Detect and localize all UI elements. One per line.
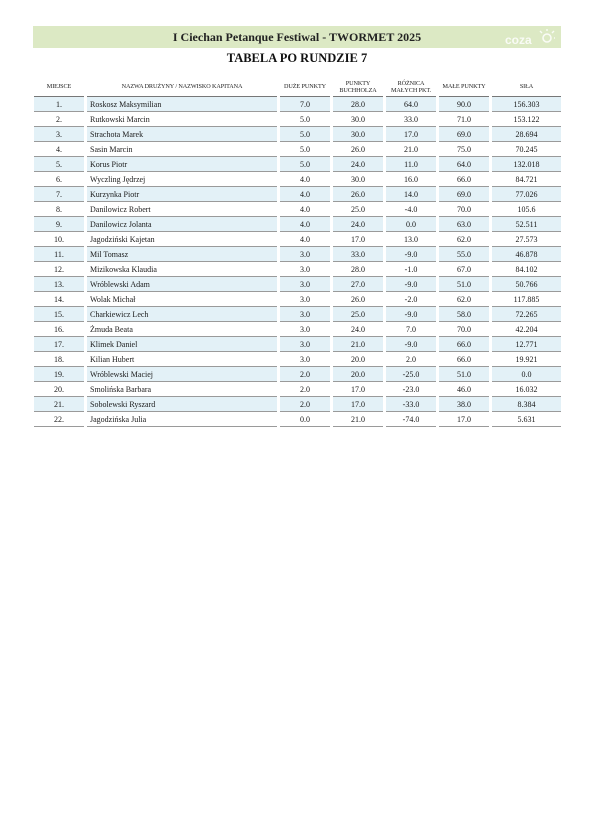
cell-power: 156.303 [492,97,561,112]
col-header-big-points: DUŻE PUNKTY [280,78,330,97]
cell-place: 13. [34,277,84,292]
cell-big-points: 3.0 [280,277,330,292]
cell-power: 5.631 [492,412,561,427]
cell-big-points: 4.0 [280,187,330,202]
cell-difference: 13.0 [386,232,436,247]
col-header-place: MIEJSCE [34,78,84,97]
cell-big-points: 3.0 [280,292,330,307]
cell-big-points: 3.0 [280,247,330,262]
cell-name: Wróblewski Maciej [87,367,277,382]
cell-place: 2. [34,112,84,127]
table-row [34,277,561,292]
table-row [34,187,561,202]
cell-power: 52.511 [492,217,561,232]
cell-big-points: 5.0 [280,112,330,127]
cell-buchholz: 28.0 [333,97,383,112]
cell-place: 5. [34,157,84,172]
page-title: I Ciechan Petanque Festiwal - TWORMET 2025 [172,30,422,44]
cell-place: 7. [34,187,84,202]
cell-difference: -9.0 [386,277,436,292]
cell-name: Strachota Marek [87,127,277,142]
table-row [34,262,561,277]
cell-power: 42.204 [492,322,561,337]
cell-power: 72.265 [492,307,561,322]
cell-buchholz: 24.0 [333,217,383,232]
cell-small-points: 90.0 [439,97,489,112]
table-row [34,157,561,172]
table-row [34,142,561,157]
table-row [34,112,561,127]
cell-small-points: 58.0 [439,307,489,322]
cell-place: 12. [34,262,84,277]
cell-place: 6. [34,172,84,187]
table-row [34,202,561,217]
cell-place: 3. [34,127,84,142]
cell-small-points: 70.0 [439,322,489,337]
cell-name: Danilowicz Robert [87,202,277,217]
cell-difference: -9.0 [386,247,436,262]
table-header-row [34,78,561,97]
cell-name: Sasin Marcin [87,142,277,157]
cell-big-points: 4.0 [280,172,330,187]
cell-place: 20. [34,382,84,397]
cell-difference: -74.0 [386,412,436,427]
table-row [34,172,561,187]
cell-power: 117.885 [492,292,561,307]
cell-buchholz: 26.0 [333,142,383,157]
table-row [34,217,561,232]
table-row [34,247,561,262]
cell-power: 105.6 [492,202,561,217]
cell-buchholz: 24.0 [333,322,383,337]
cell-place: 21. [34,397,84,412]
header-banner [33,26,561,48]
cell-small-points: 69.0 [439,187,489,202]
cell-buchholz: 20.0 [333,352,383,367]
cell-name: Jagodzińska Julia [87,412,277,427]
table-row [34,337,561,352]
cell-difference: -9.0 [386,337,436,352]
cell-buchholz: 24.0 [333,157,383,172]
cell-difference: -2.0 [386,292,436,307]
cell-big-points: 2.0 [280,367,330,382]
cell-difference: 16.0 [386,172,436,187]
cell-power: 28.694 [492,127,561,142]
cell-difference: 17.0 [386,127,436,142]
cell-name: Kilian Hubert [87,352,277,367]
cell-small-points: 63.0 [439,217,489,232]
cell-small-points: 17.0 [439,412,489,427]
cell-power: 8.384 [492,397,561,412]
cell-small-points: 62.0 [439,292,489,307]
cell-place: 19. [34,367,84,382]
cell-name: Żmuda Beata [87,322,277,337]
cell-big-points: 2.0 [280,382,330,397]
cell-place: 22. [34,412,84,427]
cell-big-points: 0.0 [280,412,330,427]
cell-difference: -23.0 [386,382,436,397]
cell-name: Klimek Daniel [87,337,277,352]
cell-buchholz: 17.0 [333,232,383,247]
cell-small-points: 66.0 [439,352,489,367]
cell-power: 46.878 [492,247,561,262]
cell-difference: 0.0 [386,217,436,232]
cell-difference: -9.0 [386,307,436,322]
cell-difference: 21.0 [386,142,436,157]
cell-small-points: 70.0 [439,202,489,217]
cell-big-points: 3.0 [280,352,330,367]
cell-place: 14. [34,292,84,307]
cell-power: 16.032 [492,382,561,397]
cell-name: Roskosz Maksymilian [87,97,277,112]
standings-table [34,78,561,427]
cell-name: Wolak Michał [87,292,277,307]
table-row [34,97,561,112]
cell-buchholz: 17.0 [333,397,383,412]
cell-place: 9. [34,217,84,232]
cell-small-points: 64.0 [439,157,489,172]
cell-buchholz: 25.0 [333,202,383,217]
table-row [34,382,561,397]
cell-power: 12.771 [492,337,561,352]
cell-power: 132.018 [492,157,561,172]
cell-buchholz: 30.0 [333,127,383,142]
cell-place: 8. [34,202,84,217]
cell-difference: 7.0 [386,322,436,337]
cell-name: Sobolewski Ryszard [87,397,277,412]
cell-small-points: 51.0 [439,277,489,292]
cell-buchholz: 30.0 [333,172,383,187]
cell-difference: -4.0 [386,202,436,217]
cell-name: Charkiewicz Lech [87,307,277,322]
cell-place: 15. [34,307,84,322]
table-row [34,127,561,142]
cell-big-points: 4.0 [280,232,330,247]
cell-buchholz: 26.0 [333,187,383,202]
cell-power: 50.766 [492,277,561,292]
cell-name: Korus Piotr [87,157,277,172]
cell-buchholz: 30.0 [333,112,383,127]
col-header-buchholz: PUNKTY BUCHHOLZA [333,78,383,97]
cell-small-points: 38.0 [439,397,489,412]
cell-buchholz: 17.0 [333,382,383,397]
cell-power: 84.721 [492,172,561,187]
brand-logo [503,29,555,47]
cell-big-points: 5.0 [280,157,330,172]
cell-difference: -25.0 [386,367,436,382]
cell-big-points: 2.0 [280,397,330,412]
cell-difference: 2.0 [386,352,436,367]
cell-name: Mizikowska Klaudia [87,262,277,277]
cell-power: 77.026 [492,187,561,202]
table-row [34,292,561,307]
cell-difference: 14.0 [386,187,436,202]
cell-big-points: 5.0 [280,142,330,157]
cell-buchholz: 25.0 [333,307,383,322]
cell-difference: -1.0 [386,262,436,277]
cell-place: 16. [34,322,84,337]
cell-place: 10. [34,232,84,247]
cell-name: Jagodziński Kajetan [87,232,277,247]
cell-small-points: 51.0 [439,367,489,382]
cell-power: 84.102 [492,262,561,277]
cell-place: 11. [34,247,84,262]
cell-name: Danilowicz Jolanta [87,217,277,232]
cell-power: 19.921 [492,352,561,367]
cell-small-points: 69.0 [439,127,489,142]
cell-name: Wyczling Jędrzej [87,172,277,187]
cell-name: Wróblewski Adam [87,277,277,292]
table-row [34,412,561,427]
col-header-power: SIŁA [492,78,561,97]
cell-difference: 64.0 [386,97,436,112]
table-row [34,397,561,412]
cell-big-points: 3.0 [280,307,330,322]
cell-difference: 11.0 [386,157,436,172]
cell-big-points: 3.0 [280,337,330,352]
cell-name: Smolińska Barbara [87,382,277,397]
table-subtitle: TABELA PO RUNDZIE 7 [226,51,368,65]
svg-text:coza: coza [505,33,532,47]
table-row [34,232,561,247]
cell-small-points: 71.0 [439,112,489,127]
cell-place: 18. [34,352,84,367]
table-row [34,352,561,367]
cell-small-points: 67.0 [439,262,489,277]
table-row [34,307,561,322]
cell-place: 1. [34,97,84,112]
cell-buchholz: 27.0 [333,277,383,292]
cell-power: 0.0 [492,367,561,382]
cell-big-points: 3.0 [280,262,330,277]
cell-buchholz: 28.0 [333,262,383,277]
cell-name: Mil Tomasz [87,247,277,262]
cell-name: Kurzynka Piotr [87,187,277,202]
cell-small-points: 66.0 [439,172,489,187]
cell-difference: -33.0 [386,397,436,412]
cell-small-points: 62.0 [439,232,489,247]
cell-small-points: 55.0 [439,247,489,262]
cell-small-points: 66.0 [439,337,489,352]
table-row [34,322,561,337]
cell-power: 153.122 [492,112,561,127]
cell-buchholz: 21.0 [333,412,383,427]
cell-power: 70.245 [492,142,561,157]
cell-name: Rutkowski Marcin [87,112,277,127]
col-header-name: NAZWA DRUŻYNY / NAZWISKO KAPITANA [87,78,277,97]
cell-place: 17. [34,337,84,352]
col-header-difference: RÓŻNICA MAŁYCH PKT. [386,78,436,97]
cell-power: 27.573 [492,232,561,247]
cell-place: 4. [34,142,84,157]
cell-big-points: 4.0 [280,202,330,217]
cell-big-points: 7.0 [280,97,330,112]
cell-big-points: 5.0 [280,127,330,142]
table-row [34,367,561,382]
cell-buchholz: 33.0 [333,247,383,262]
cell-buchholz: 26.0 [333,292,383,307]
cell-small-points: 46.0 [439,382,489,397]
cell-big-points: 3.0 [280,322,330,337]
cell-buchholz: 20.0 [333,367,383,382]
cell-buchholz: 21.0 [333,337,383,352]
col-header-small-points: MAŁE PUNKTY [439,78,489,97]
cell-big-points: 4.0 [280,217,330,232]
cell-difference: 33.0 [386,112,436,127]
cell-small-points: 75.0 [439,142,489,157]
